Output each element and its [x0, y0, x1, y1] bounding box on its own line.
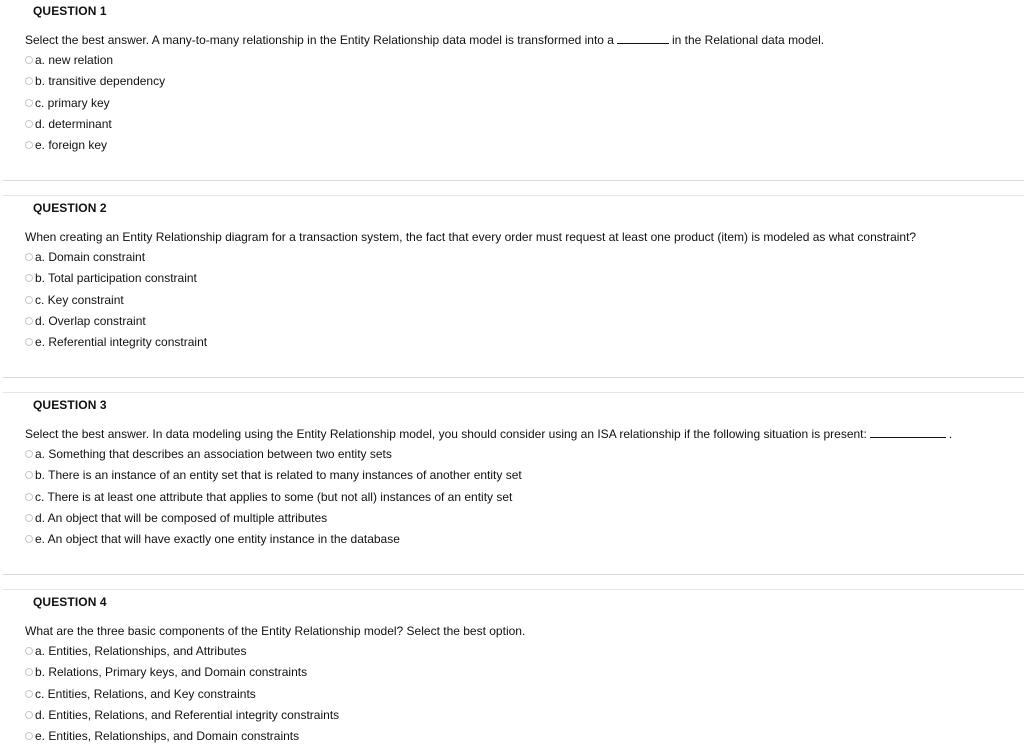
radio-button[interactable]	[25, 338, 33, 346]
question-divider	[3, 377, 1024, 378]
radio-button[interactable]	[25, 647, 33, 655]
answer-option-b[interactable]	[25, 271, 207, 292]
answer-option-a[interactable]	[25, 53, 165, 74]
answer-label: e. An object that will have exactly one entity instance in the database	[35, 532, 400, 547]
answer-option-e[interactable]	[25, 335, 207, 356]
answer-list	[25, 53, 165, 159]
answer-option-c[interactable]	[25, 293, 207, 314]
answer-option-c[interactable]	[25, 687, 339, 708]
answer-label: b. transitive dependency	[35, 74, 166, 89]
answer-label: e. Entities, Relationships, and Domain constraints	[35, 729, 300, 744]
radio-button[interactable]	[25, 77, 33, 85]
answer-label: c. Entities, Relations, and Key constraints	[35, 686, 256, 701]
question-text	[25, 33, 824, 47]
question-title: QUESTION 1	[33, 4, 107, 18]
answer-option-a[interactable]	[25, 644, 339, 665]
question-title: QUESTION 4	[33, 595, 107, 609]
answer-label: c. Key constraint	[35, 292, 124, 307]
question-text-after: in the Relational data model.	[671, 33, 825, 47]
answer-option-e[interactable]	[25, 729, 339, 750]
radio-button[interactable]	[25, 296, 33, 304]
answer-label: e. Referential integrity constraint	[35, 335, 208, 350]
question-header	[0, 394, 1024, 424]
answer-list	[25, 644, 339, 750]
question-text-after: .	[948, 427, 953, 441]
answer-label: b. There is an instance of an entity set that is related to many instances of another entity set	[35, 468, 522, 483]
answer-option-e[interactable]	[25, 138, 165, 159]
question-text	[25, 624, 525, 638]
answer-option-d[interactable]	[25, 511, 522, 532]
answer-blank	[870, 436, 946, 438]
radio-button[interactable]	[25, 668, 33, 676]
answer-label: a. Entities, Relationships, and Attributes	[35, 644, 247, 658]
answer-option-b[interactable]	[25, 468, 522, 489]
radio-button[interactable]	[25, 535, 33, 543]
radio-button[interactable]	[25, 732, 33, 740]
answer-option-d[interactable]	[25, 708, 339, 729]
answer-label: a. Domain constraint	[35, 250, 146, 264]
question-text-before: Select the best answer. In data modeling using the Entity Relationship model, you should consider using an ISA relationship if the following situation is present:	[25, 427, 867, 441]
question-divider	[3, 180, 1024, 181]
answer-option-c[interactable]	[25, 96, 165, 117]
answer-option-c[interactable]	[25, 490, 522, 511]
answer-option-a[interactable]	[25, 250, 207, 271]
answer-option-e[interactable]	[25, 532, 522, 553]
radio-button[interactable]	[25, 56, 33, 64]
question-title: QUESTION 2	[33, 201, 107, 215]
radio-button[interactable]	[25, 471, 33, 479]
answer-label: a. new relation	[35, 53, 114, 67]
question-text	[25, 230, 916, 244]
answer-label: a. Something that describes an association between two entity sets	[35, 447, 392, 461]
radio-button[interactable]	[25, 690, 33, 698]
answer-option-a[interactable]	[25, 447, 522, 468]
radio-button[interactable]	[25, 317, 33, 325]
question-divider	[3, 574, 1024, 575]
question-divider	[3, 589, 1024, 590]
radio-button[interactable]	[25, 141, 33, 149]
question-text-before: When creating an Entity Relationship diagram for a transaction system, the fact that every order must request at least one product (item) is modeled as what constraint?	[25, 230, 917, 244]
question-divider	[3, 392, 1024, 393]
answer-blank	[617, 42, 669, 44]
answer-option-b[interactable]	[25, 74, 165, 95]
answer-option-d[interactable]	[25, 117, 165, 138]
answer-label: b. Relations, Primary keys, and Domain constraints	[35, 665, 308, 680]
answer-label: c. primary key	[35, 95, 110, 110]
question-text-before: Select the best answer. A many-to-many relationship in the Entity Relationship data model is transformed into a	[25, 33, 614, 47]
question-text	[25, 427, 952, 441]
answer-option-b[interactable]	[25, 665, 339, 686]
question-header	[0, 591, 1024, 621]
question-title: QUESTION 3	[33, 398, 107, 412]
radio-button[interactable]	[25, 711, 33, 719]
question-divider	[3, 195, 1024, 196]
answer-label: d. determinant	[35, 116, 112, 131]
radio-button[interactable]	[25, 514, 33, 522]
answer-list	[25, 447, 522, 553]
radio-button[interactable]	[25, 450, 33, 458]
question-text-before: What are the three basic components of the Entity Relationship model? Select the best option.	[25, 624, 526, 638]
answer-label: d. An object that will be composed of multiple attributes	[35, 510, 328, 525]
answer-label: d. Overlap constraint	[35, 313, 146, 328]
radio-button[interactable]	[25, 120, 33, 128]
question-header	[0, 0, 1024, 30]
answer-label: d. Entities, Relations, and Referential integrity constraints	[35, 707, 340, 722]
radio-button[interactable]	[25, 253, 33, 261]
answer-label: b. Total participation constraint	[35, 271, 197, 286]
question-header	[0, 197, 1024, 227]
answer-label: c. There is at least one attribute that applies to some (but not all) instances of an entity set	[35, 489, 513, 504]
answer-option-d[interactable]	[25, 314, 207, 335]
radio-button[interactable]	[25, 493, 33, 501]
radio-button[interactable]	[25, 99, 33, 107]
radio-button[interactable]	[25, 274, 33, 282]
answer-label: e. foreign key	[35, 138, 108, 153]
answer-list	[25, 250, 207, 356]
